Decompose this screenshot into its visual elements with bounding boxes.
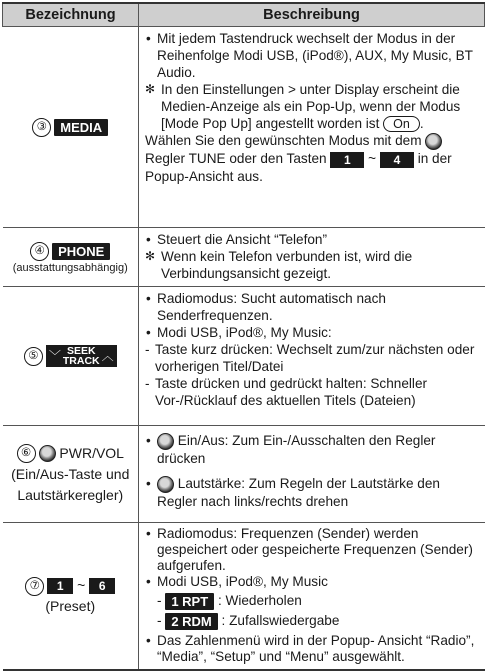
pwr-vol-description-cell (139, 426, 485, 523)
pwr-vol-sub-label: (Ein/Aus-Taste und Lautstärkeregler) (11, 465, 130, 503)
media-label-cell (3, 27, 139, 228)
seek-track-label-cell (3, 287, 139, 426)
seek-bullet-2: • Modi USB, iPod®, My Music: (145, 324, 481, 341)
seek-dash-2: - Taste drücken und gedrückt halten: Schneller Vor-/Rücklauf des aktuellen Titels (Dateien) (145, 375, 481, 409)
phone-sub-label: (ausstattungsabhängig) (12, 261, 128, 274)
preset-tilde: ~ (77, 577, 86, 593)
seek-dash-1: - Taste kurz drücken: Wechselt zum/zur nächsten oder vorherigen Titel/Datei (145, 341, 481, 375)
pwr-bullet-1 (145, 432, 481, 467)
media-key: MEDIA (54, 119, 108, 136)
rdm-key: 2 RDM (165, 613, 217, 630)
phone-key: PHONE (52, 243, 110, 260)
tune-knob-icon (425, 133, 442, 150)
table-row-seek-track (3, 287, 485, 426)
media-text-2 (145, 132, 481, 184)
table-row-media (3, 27, 485, 228)
preset-bullet-1: • Radiomodus: Frequenzen (Sender) werden gespeichert oder gespeicherte Frequenzen (Sender) aufgerufen. (145, 526, 481, 574)
preset-key-6: 6 (89, 578, 115, 594)
pwr-vol-knob-icon (39, 445, 56, 462)
preset-description-cell (139, 523, 485, 671)
phone-bullet-1: • Steuert die Ansicht “Telefon” (145, 231, 481, 248)
seek-label: SEEK (66, 345, 96, 357)
seek-track-key (46, 345, 117, 367)
preset-sub-label: (Preset) (45, 598, 96, 614)
number-6-icon: ⑥ (17, 444, 36, 463)
media-note (145, 81, 481, 132)
number-4-icon: ④ (30, 242, 49, 261)
table-row-preset (3, 523, 485, 671)
media-bullet-1: • Mit jedem Tastendruck wechselt der Modus in der Reihenfolge Modi USB, (iPod®), AUX, My Music, BT Audio. (145, 30, 481, 81)
preset-rdm-line: - 2 RDM : Zufallswiedergabe (157, 613, 340, 629)
seek-bullet-1: • Radiomodus: Sucht automatisch nach Senderfrequenzen. (145, 290, 481, 324)
media-note-period: . (419, 116, 424, 131)
rpt-text: : Wiederholen (217, 593, 302, 609)
phone-description-cell (139, 228, 485, 287)
vol-bullet-2-text: Lautstärke: Zum Regeln der Lautstärke den Regler nach links/rechts drehen (157, 475, 440, 509)
rpt-key: 1 RPT (165, 593, 214, 610)
key-4: 4 (380, 152, 414, 168)
key-1: 1 (330, 152, 364, 168)
preset-bullet-3: • Das Zahlenmenü wird in der Popup- Ansicht “Radio”, “Media”, “Setup” und “Menu” ausgewählt. (145, 633, 481, 665)
preset-label-cell (3, 523, 139, 671)
media-text-2c: in der Popup-Ansicht aus. (145, 151, 452, 184)
table-row-phone (3, 228, 485, 287)
pwr-vol-label-cell (3, 426, 139, 523)
header-bezeichnung: Bezeichnung (3, 3, 139, 27)
knob-icon-power (157, 433, 174, 450)
chevron-down-icon: ﹀ (48, 349, 61, 363)
pwr-bullet-1-text: Ein/Aus: Zum Ein-/Ausschalten den Regler drücken (157, 433, 436, 466)
knob-icon-volume (157, 476, 174, 493)
media-tilde: ~ (368, 151, 377, 167)
pwr-vol-label: PWR/VOL (59, 444, 124, 461)
chevron-up-icon: ︿ (101, 349, 114, 363)
preset-rpt-line: - 1 RPT : Wiederholen (157, 593, 302, 609)
function-table (2, 2, 485, 671)
rdm-text: : Zufallswiedergabe (221, 613, 340, 629)
table-row-pwr-vol (3, 426, 485, 523)
vol-bullet-2 (145, 475, 481, 510)
media-text-2b: Regler TUNE oder den Tasten (145, 151, 327, 167)
preset-key-1: 1 (47, 578, 73, 594)
track-label: TRACK (62, 355, 100, 367)
number-7-icon: ⑦ (25, 577, 44, 596)
number-5-icon: ⑤ (24, 347, 43, 366)
preset-bullet-2: • Modi USB, iPod®, My Music (145, 574, 481, 590)
table-header-row (3, 3, 485, 27)
header-beschreibung: Beschreibung (139, 3, 485, 27)
seek-track-description-cell (139, 287, 485, 426)
media-note-text: In den Einstellungen > unter Display erscheint die Medien-Anzeige als ein Pop-Up, wenn der Modus [Mode Pop Up] angestellt worden ist (161, 82, 461, 131)
phone-note: ✻ Wenn kein Telefon verbunden ist, wird die Verbindungsansicht gezeigt. (145, 248, 481, 282)
number-3-icon: ③ (32, 118, 51, 137)
media-description-cell (139, 27, 485, 228)
media-text-2a: Wählen Sie den gewünschten Modus mit dem (145, 133, 422, 149)
on-button-icon: On (383, 116, 420, 132)
phone-label-cell (3, 228, 139, 287)
